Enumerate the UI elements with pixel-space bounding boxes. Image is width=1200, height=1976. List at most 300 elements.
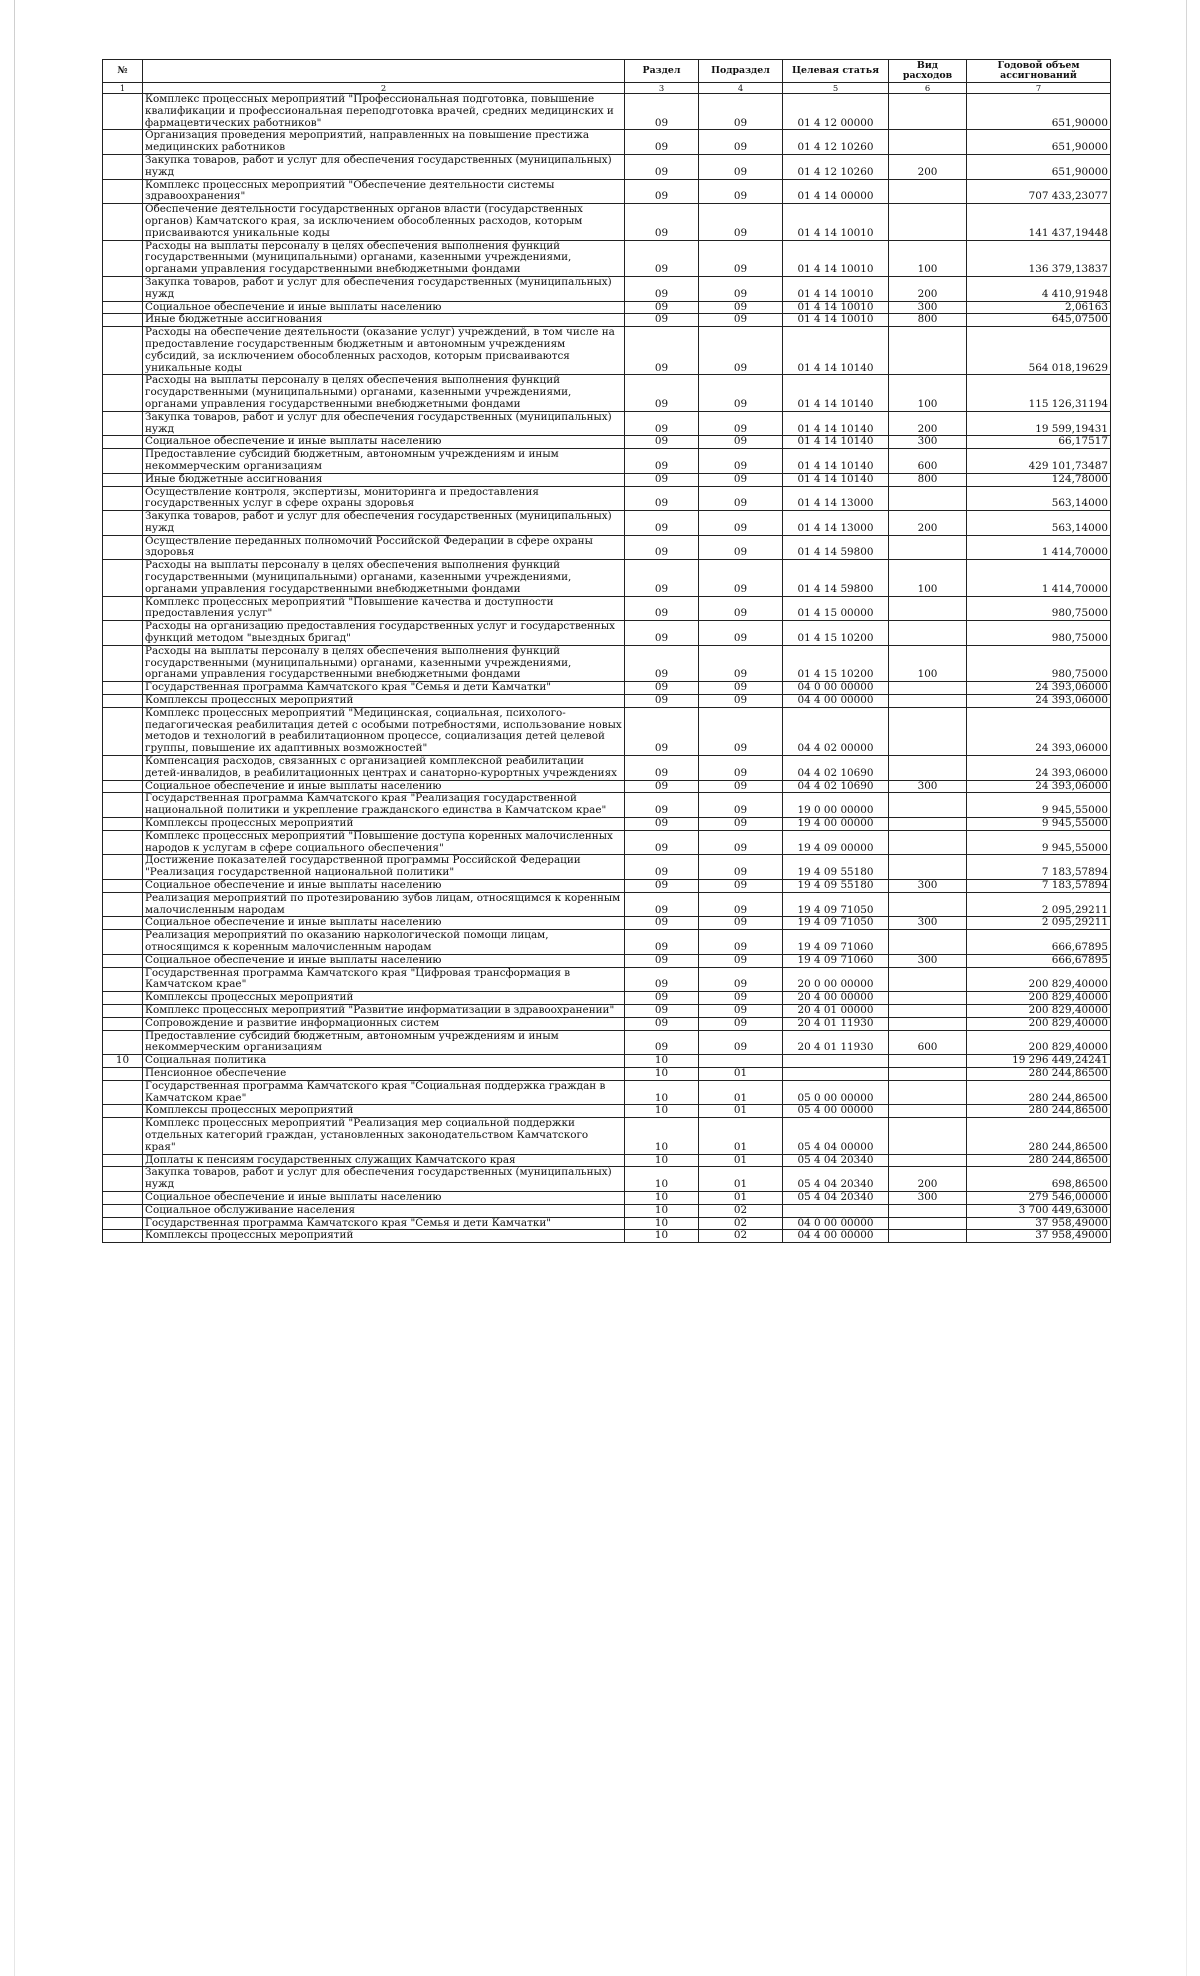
- row-expense-type: 100: [889, 560, 967, 596]
- row-number: [103, 682, 143, 695]
- row-expense-type: [889, 855, 967, 880]
- row-expense-type: 100: [889, 375, 967, 411]
- row-number: [103, 1105, 143, 1118]
- table-row: [103, 1004, 1111, 1017]
- table-row: [103, 892, 1111, 917]
- row-number: [103, 793, 143, 818]
- table-row: [103, 756, 1111, 781]
- row-podrazdel: 09: [699, 375, 783, 411]
- row-expense-type: [889, 1105, 967, 1118]
- row-target-article: 20 4 01 00000: [783, 1004, 889, 1017]
- table-row: [103, 276, 1111, 301]
- table-row: [103, 130, 1111, 155]
- row-razdel: 09: [625, 756, 699, 781]
- row-target-article: 04 0 00 00000: [783, 1217, 889, 1230]
- column-number-row: [103, 83, 1111, 94]
- table-row: [103, 818, 1111, 831]
- table-row: [103, 301, 1111, 314]
- table-row: [103, 917, 1111, 930]
- row-expense-type: [889, 1154, 967, 1167]
- table-row: [103, 780, 1111, 793]
- row-razdel: 09: [625, 855, 699, 880]
- row-podrazdel: 09: [699, 793, 783, 818]
- table-row: [103, 1154, 1111, 1167]
- row-amount: 429 101,73487: [967, 449, 1111, 474]
- row-number: [103, 473, 143, 486]
- table-row: [103, 436, 1111, 449]
- row-number: [103, 1204, 143, 1217]
- row-razdel: 09: [625, 473, 699, 486]
- row-number: [103, 967, 143, 992]
- row-podrazdel: 09: [699, 535, 783, 560]
- row-name: Иные бюджетные ассигнования: [143, 314, 625, 327]
- table-row: [103, 1017, 1111, 1030]
- row-expense-type: [889, 756, 967, 781]
- row-podrazdel: 01: [699, 1080, 783, 1105]
- row-podrazdel: 09: [699, 880, 783, 893]
- row-number: [103, 1067, 143, 1080]
- row-podrazdel: 09: [699, 436, 783, 449]
- table-row: [103, 560, 1111, 596]
- column-number-7: 7: [967, 83, 1111, 94]
- row-razdel: 09: [625, 645, 699, 681]
- row-number: [103, 1004, 143, 1017]
- row-expense-type: [889, 1055, 967, 1068]
- row-razdel: 10: [625, 1080, 699, 1105]
- row-amount: 24 393,06000: [967, 682, 1111, 695]
- row-number: [103, 596, 143, 621]
- row-podrazdel: 09: [699, 94, 783, 130]
- column-number-2: 2: [143, 83, 625, 94]
- row-podrazdel: 09: [699, 276, 783, 301]
- row-amount: 9 945,55000: [967, 830, 1111, 855]
- row-razdel: 09: [625, 411, 699, 436]
- row-amount: 280 244,86500: [967, 1105, 1111, 1118]
- row-razdel: 10: [625, 1067, 699, 1080]
- row-podrazdel: 02: [699, 1204, 783, 1217]
- row-name: Государственная программа Камчатского края "Семья и дети Камчатки": [143, 682, 625, 695]
- row-number: [103, 1230, 143, 1243]
- row-number: [103, 314, 143, 327]
- row-target-article: 01 4 14 59800: [783, 560, 889, 596]
- row-razdel: 09: [625, 301, 699, 314]
- row-podrazdel: 09: [699, 682, 783, 695]
- row-razdel: 09: [625, 917, 699, 930]
- row-name: Расходы на выплаты персоналу в целях обеспечения выполнения функций государственными (муниципальными) органами, казенными учреждениями, органами управления государственными внебюджетными фондами: [143, 560, 625, 596]
- row-podrazdel: 09: [699, 327, 783, 375]
- row-podrazdel: 09: [699, 179, 783, 204]
- row-number: [103, 992, 143, 1005]
- row-amount: 980,75000: [967, 621, 1111, 646]
- row-podrazdel: 09: [699, 301, 783, 314]
- table-row: [103, 855, 1111, 880]
- row-name: Комплекс процессных мероприятий "Медицинская, социальная, психолого-педагогическая реабилитация детей с особыми потребностями, использование новых методов и технологий в реабилитационном процессе, социализация детей целевой группы, повышение их адаптивных возможностей": [143, 707, 625, 755]
- row-expense-type: 100: [889, 240, 967, 276]
- table-row: [103, 179, 1111, 204]
- table-row: [103, 596, 1111, 621]
- row-podrazdel: [699, 1055, 783, 1068]
- row-amount: 7 183,57894: [967, 855, 1111, 880]
- row-razdel: 09: [625, 486, 699, 511]
- row-target-article: 20 4 01 11930: [783, 1030, 889, 1055]
- row-amount: 24 393,06000: [967, 695, 1111, 708]
- row-expense-type: 200: [889, 511, 967, 536]
- row-razdel: 09: [625, 560, 699, 596]
- row-number: 10: [103, 1055, 143, 1068]
- row-expense-type: 300: [889, 301, 967, 314]
- row-number: [103, 1217, 143, 1230]
- row-name: Обеспечение деятельности государственных органов власти (государственных органов) Камчатского края, за исключением обособленных расходов, которым присваиваются уникальные коды: [143, 204, 625, 240]
- row-amount: 651,90000: [967, 94, 1111, 130]
- row-target-article: 19 4 09 71050: [783, 917, 889, 930]
- row-number: [103, 818, 143, 831]
- table-row: [103, 967, 1111, 992]
- row-razdel: 09: [625, 154, 699, 179]
- row-number: [103, 154, 143, 179]
- row-podrazdel: 09: [699, 449, 783, 474]
- row-target-article: 01 4 15 00000: [783, 596, 889, 621]
- row-expense-type: 200: [889, 411, 967, 436]
- row-name: Социальное обеспечение и иные выплаты населению: [143, 917, 625, 930]
- row-expense-type: [889, 535, 967, 560]
- row-target-article: 19 4 09 00000: [783, 830, 889, 855]
- row-amount: 666,67895: [967, 954, 1111, 967]
- row-podrazdel: 01: [699, 1118, 783, 1154]
- row-number: [103, 1030, 143, 1055]
- row-amount: 19 296 449,24241: [967, 1055, 1111, 1068]
- row-target-article: 04 4 02 10690: [783, 756, 889, 781]
- row-amount: 136 379,13837: [967, 240, 1111, 276]
- row-podrazdel: 09: [699, 486, 783, 511]
- row-amount: 666,67895: [967, 930, 1111, 955]
- row-amount: 141 437,19448: [967, 204, 1111, 240]
- row-name: Комплексы процессных мероприятий: [143, 1105, 625, 1118]
- row-name: Компенсация расходов, связанных с организацией комплексной реабилитации детей-инвалидов, в реабилитационных центрах и санаторно-курортных учреждениях: [143, 756, 625, 781]
- row-amount: 200 829,40000: [967, 1004, 1111, 1017]
- row-target-article: 01 4 14 10010: [783, 276, 889, 301]
- table-row: [103, 1105, 1111, 1118]
- row-amount: 37 958,49000: [967, 1230, 1111, 1243]
- row-expense-type: 300: [889, 436, 967, 449]
- header-name: [143, 60, 625, 83]
- row-podrazdel: 09: [699, 707, 783, 755]
- row-number: [103, 411, 143, 436]
- column-number-4: 4: [699, 83, 783, 94]
- row-expense-type: [889, 992, 967, 1005]
- row-expense-type: 100: [889, 645, 967, 681]
- row-expense-type: 200: [889, 276, 967, 301]
- table-row: [103, 1191, 1111, 1204]
- row-name: Иные бюджетные ассигнования: [143, 473, 625, 486]
- row-number: [103, 375, 143, 411]
- row-name: Закупка товаров, работ и услуг для обеспечения государственных (муниципальных) нужд: [143, 411, 625, 436]
- row-target-article: 19 4 09 55180: [783, 880, 889, 893]
- row-target-article: 05 4 04 20340: [783, 1167, 889, 1192]
- table-body: [103, 94, 1111, 1243]
- row-amount: 37 958,49000: [967, 1217, 1111, 1230]
- row-name: Предоставление субсидий бюджетным, автономным учреждениям и иным некоммерческим организациям: [143, 1030, 625, 1055]
- row-target-article: 19 4 09 71060: [783, 954, 889, 967]
- row-target-article: 05 0 00 00000: [783, 1080, 889, 1105]
- table-row: [103, 327, 1111, 375]
- row-number: [103, 179, 143, 204]
- row-target-article: [783, 1204, 889, 1217]
- row-name: Комплексы процессных мероприятий: [143, 818, 625, 831]
- row-expense-type: 300: [889, 780, 967, 793]
- row-amount: 24 393,06000: [967, 707, 1111, 755]
- scan-left-edge: [14, 0, 15, 1976]
- row-podrazdel: 09: [699, 992, 783, 1005]
- row-expense-type: [889, 94, 967, 130]
- row-target-article: 05 4 00 00000: [783, 1105, 889, 1118]
- row-podrazdel: 01: [699, 1154, 783, 1167]
- row-razdel: 10: [625, 1154, 699, 1167]
- table-row: [103, 1167, 1111, 1192]
- row-podrazdel: 09: [699, 695, 783, 708]
- row-name: Закупка товаров, работ и услуг для обеспечения государственных (муниципальных) нужд: [143, 154, 625, 179]
- row-razdel: 09: [625, 830, 699, 855]
- row-expense-type: [889, 179, 967, 204]
- row-name: Закупка товаров, работ и услуг для обеспечения государственных (муниципальных) нужд: [143, 511, 625, 536]
- row-target-article: [783, 1067, 889, 1080]
- table-row: [103, 1080, 1111, 1105]
- row-podrazdel: 09: [699, 511, 783, 536]
- row-expense-type: [889, 596, 967, 621]
- row-razdel: 09: [625, 314, 699, 327]
- row-name: Расходы на выплаты персоналу в целях обеспечения выполнения функций государственными (муниципальными) органами, казенными учреждениями, органами управления государственными внебюджетными фондами: [143, 375, 625, 411]
- row-name: Реализация мероприятий по протезированию зубов лицам, относящимся к коренным малочисленным народам: [143, 892, 625, 917]
- row-razdel: 10: [625, 1118, 699, 1154]
- row-target-article: 01 4 12 10260: [783, 154, 889, 179]
- row-podrazdel: 09: [699, 1030, 783, 1055]
- row-number: [103, 486, 143, 511]
- row-number: [103, 1191, 143, 1204]
- row-razdel: 09: [625, 375, 699, 411]
- row-target-article: 20 4 00 00000: [783, 992, 889, 1005]
- row-name: Закупка товаров, работ и услуг для обеспечения государственных (муниципальных) нужд: [143, 276, 625, 301]
- row-target-article: [783, 1055, 889, 1068]
- row-expense-type: 600: [889, 1030, 967, 1055]
- table-header-row: [103, 60, 1111, 83]
- row-podrazdel: 09: [699, 473, 783, 486]
- row-target-article: 01 4 14 10010: [783, 240, 889, 276]
- row-expense-type: [889, 967, 967, 992]
- row-target-article: 01 4 14 10140: [783, 473, 889, 486]
- row-razdel: 09: [625, 818, 699, 831]
- row-podrazdel: 01: [699, 1191, 783, 1204]
- row-amount: 24 393,06000: [967, 756, 1111, 781]
- row-expense-type: 300: [889, 1191, 967, 1204]
- row-target-article: 01 4 14 10010: [783, 301, 889, 314]
- table-row: [103, 240, 1111, 276]
- header-number: №: [103, 60, 143, 83]
- row-number: [103, 1167, 143, 1192]
- row-podrazdel: 09: [699, 830, 783, 855]
- table-row: [103, 707, 1111, 755]
- row-razdel: 09: [625, 449, 699, 474]
- row-target-article: 05 4 04 00000: [783, 1118, 889, 1154]
- row-name: Расходы на организацию предоставления государственных услуг и государственных функций методом "выездных бригад": [143, 621, 625, 646]
- row-amount: 1 414,70000: [967, 560, 1111, 596]
- table-row: [103, 1055, 1111, 1068]
- row-razdel: 09: [625, 1030, 699, 1055]
- row-podrazdel: 09: [699, 756, 783, 781]
- row-target-article: 19 4 09 55180: [783, 855, 889, 880]
- row-amount: 1 414,70000: [967, 535, 1111, 560]
- row-target-article: 04 0 00 00000: [783, 682, 889, 695]
- row-name: Социальное обеспечение и иные выплаты населению: [143, 436, 625, 449]
- row-name: Социальное обеспечение и иные выплаты населению: [143, 301, 625, 314]
- row-podrazdel: 09: [699, 1017, 783, 1030]
- row-amount: 651,90000: [967, 154, 1111, 179]
- row-target-article: 01 4 14 10140: [783, 327, 889, 375]
- row-razdel: 09: [625, 204, 699, 240]
- row-target-article: 04 4 00 00000: [783, 1230, 889, 1243]
- row-name: Комплекс процессных мероприятий "Развитие информатизации в здравоохранении": [143, 1004, 625, 1017]
- row-razdel: 10: [625, 1167, 699, 1192]
- row-number: [103, 276, 143, 301]
- row-number: [103, 917, 143, 930]
- column-number-3: 3: [625, 83, 699, 94]
- row-expense-type: [889, 707, 967, 755]
- row-number: [103, 621, 143, 646]
- row-podrazdel: 09: [699, 780, 783, 793]
- row-podrazdel: 09: [699, 645, 783, 681]
- row-razdel: 09: [625, 511, 699, 536]
- row-name: Достижение показателей государственной программы Российской Федерации "Реализация государственной национальной политики": [143, 855, 625, 880]
- row-name: Социальное обеспечение и иные выплаты населению: [143, 780, 625, 793]
- row-podrazdel: 02: [699, 1217, 783, 1230]
- row-amount: 115 126,31194: [967, 375, 1111, 411]
- row-amount: 200 829,40000: [967, 992, 1111, 1005]
- row-razdel: 09: [625, 1017, 699, 1030]
- row-expense-type: 300: [889, 917, 967, 930]
- row-expense-type: [889, 1204, 967, 1217]
- row-expense-type: [889, 793, 967, 818]
- row-podrazdel: 09: [699, 596, 783, 621]
- row-amount: 9 945,55000: [967, 793, 1111, 818]
- row-expense-type: [889, 682, 967, 695]
- row-target-article: 05 4 04 20340: [783, 1154, 889, 1167]
- row-name: Комплекс процессных мероприятий "Повышение доступа коренных малочисленных народов к услугам в сфере социального обеспечения": [143, 830, 625, 855]
- row-podrazdel: 09: [699, 855, 783, 880]
- row-expense-type: [889, 621, 967, 646]
- row-podrazdel: 09: [699, 130, 783, 155]
- row-amount: 280 244,86500: [967, 1080, 1111, 1105]
- row-target-article: 01 4 12 00000: [783, 94, 889, 130]
- row-number: [103, 1154, 143, 1167]
- row-name: Осуществление переданных полномочий Российской Федерации в сфере охраны здоровья: [143, 535, 625, 560]
- row-razdel: 09: [625, 992, 699, 1005]
- row-amount: 280 244,86500: [967, 1067, 1111, 1080]
- row-razdel: 10: [625, 1230, 699, 1243]
- row-razdel: 09: [625, 179, 699, 204]
- row-number: [103, 780, 143, 793]
- row-amount: 4 410,91948: [967, 276, 1111, 301]
- row-razdel: 09: [625, 780, 699, 793]
- table-row: [103, 1067, 1111, 1080]
- row-amount: 279 546,00000: [967, 1191, 1111, 1204]
- row-podrazdel: 09: [699, 930, 783, 955]
- row-name: Комплекс процессных мероприятий "Профессиональная подготовка, повышение квалификации и профессиональная переподготовка врачей, средних медицинских и фармацевтических работников": [143, 94, 625, 130]
- row-number: [103, 707, 143, 755]
- row-razdel: 09: [625, 880, 699, 893]
- row-podrazdel: 01: [699, 1067, 783, 1080]
- row-name: Организация проведения мероприятий, направленных на повышение престижа медицинских работников: [143, 130, 625, 155]
- row-expense-type: [889, 1067, 967, 1080]
- table-row: [103, 695, 1111, 708]
- row-amount: 2 095,29211: [967, 917, 1111, 930]
- table-row: [103, 830, 1111, 855]
- row-podrazdel: 09: [699, 411, 783, 436]
- row-razdel: 10: [625, 1217, 699, 1230]
- row-expense-type: [889, 695, 967, 708]
- row-target-article: 01 4 14 10010: [783, 204, 889, 240]
- row-expense-type: [889, 327, 967, 375]
- row-name: Комплекс процессных мероприятий "Реализация мер социальной поддержки отдельных категорий граждан, установленных законодательством Камчатского края": [143, 1118, 625, 1154]
- row-expense-type: [889, 130, 967, 155]
- row-name: Предоставление субсидий бюджетным, автономным учреждениям и иным некоммерческим организациям: [143, 449, 625, 474]
- row-expense-type: [889, 1118, 967, 1154]
- table-row: [103, 930, 1111, 955]
- row-razdel: 09: [625, 436, 699, 449]
- table-row: [103, 682, 1111, 695]
- row-number: [103, 327, 143, 375]
- row-number: [103, 204, 143, 240]
- row-number: [103, 756, 143, 781]
- row-target-article: 01 4 14 10140: [783, 375, 889, 411]
- row-target-article: 04 4 02 10690: [783, 780, 889, 793]
- row-number: [103, 1080, 143, 1105]
- row-target-article: 01 4 15 10200: [783, 621, 889, 646]
- row-name: Комплекс процессных мероприятий "Повышение качества и доступности предоставления услуг": [143, 596, 625, 621]
- row-number: [103, 240, 143, 276]
- row-target-article: 20 0 00 00000: [783, 967, 889, 992]
- row-number: [103, 855, 143, 880]
- row-razdel: 09: [625, 240, 699, 276]
- row-name: Социальная политика: [143, 1055, 625, 1068]
- row-podrazdel: 09: [699, 240, 783, 276]
- row-expense-type: [889, 818, 967, 831]
- row-razdel: 10: [625, 1204, 699, 1217]
- table-row: [103, 621, 1111, 646]
- row-amount: 124,78000: [967, 473, 1111, 486]
- row-amount: 9 945,55000: [967, 818, 1111, 831]
- table-row: [103, 793, 1111, 818]
- row-number: [103, 1118, 143, 1154]
- row-expense-type: [889, 204, 967, 240]
- table-row: [103, 411, 1111, 436]
- table-row: [103, 992, 1111, 1005]
- row-razdel: 10: [625, 1055, 699, 1068]
- row-number: [103, 511, 143, 536]
- row-amount: 564 018,19629: [967, 327, 1111, 375]
- row-razdel: 09: [625, 621, 699, 646]
- table-row: [103, 449, 1111, 474]
- row-podrazdel: 01: [699, 1167, 783, 1192]
- table-row: [103, 375, 1111, 411]
- row-number: [103, 130, 143, 155]
- row-podrazdel: 09: [699, 204, 783, 240]
- row-name: Доплаты к пенсиям государственных служащих Камчатского края: [143, 1154, 625, 1167]
- row-amount: 2,06163: [967, 301, 1111, 314]
- row-amount: 19 599,19431: [967, 411, 1111, 436]
- row-expense-type: 200: [889, 154, 967, 179]
- row-name: Расходы на выплаты персоналу в целях обеспечения выполнения функций государственными (муниципальными) органами, казенными учреждениями, органами управления государственными внебюджетными фондами: [143, 240, 625, 276]
- row-expense-type: 800: [889, 314, 967, 327]
- table-row: [103, 204, 1111, 240]
- row-razdel: 10: [625, 1191, 699, 1204]
